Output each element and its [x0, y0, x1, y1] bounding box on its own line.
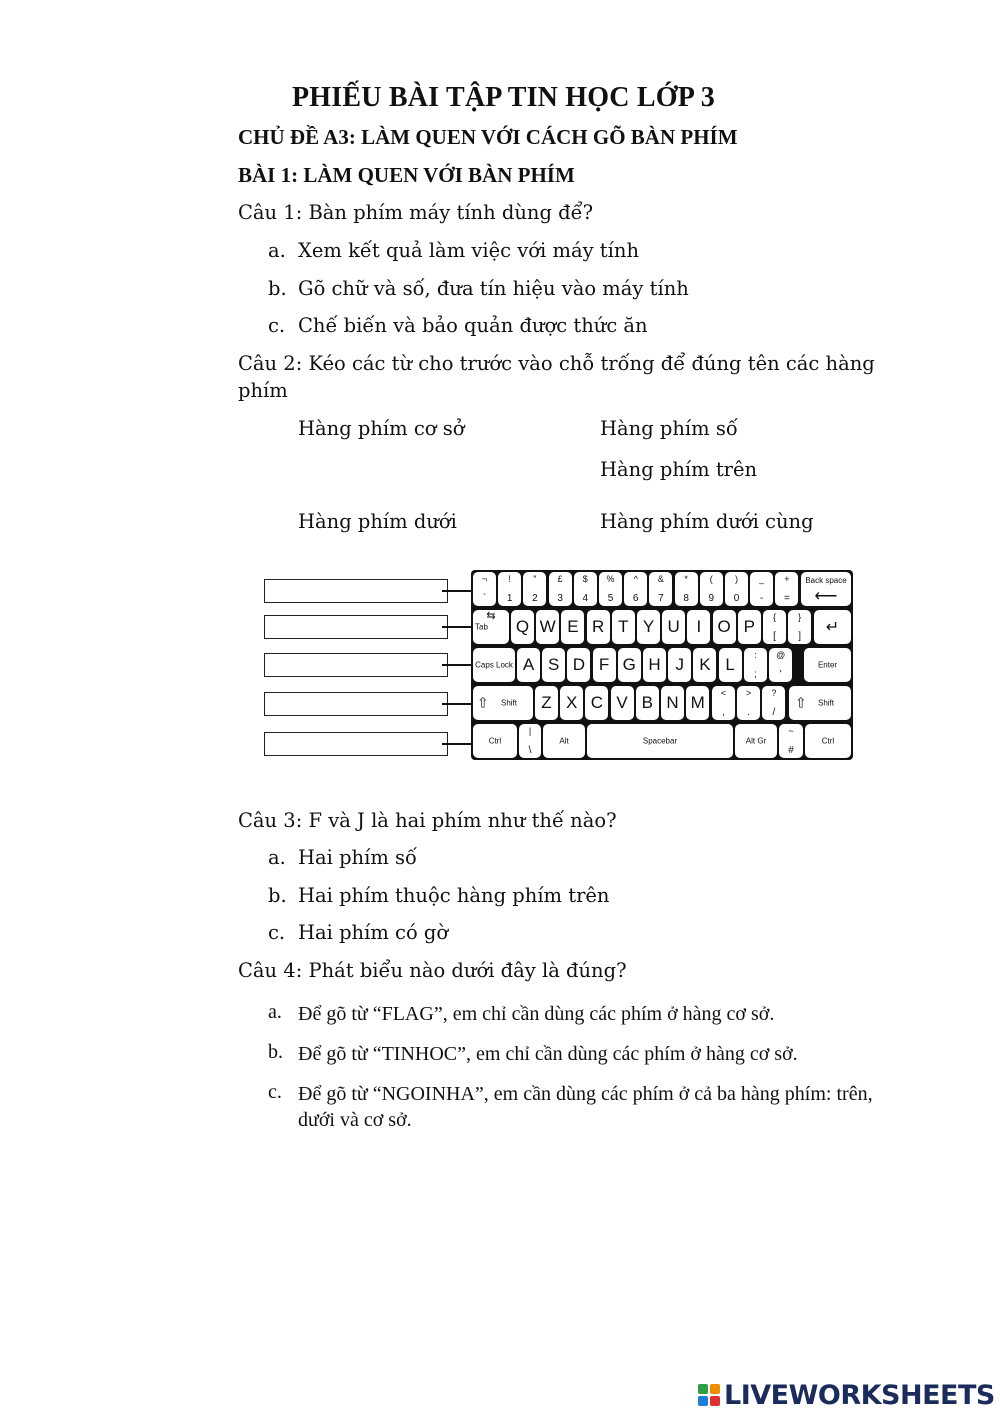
key-bottom-symbol: [ — [773, 631, 776, 642]
drop-box-row5[interactable] — [264, 732, 448, 756]
drag-word-duoi-cung[interactable]: Hàng phím dưới cùng — [600, 510, 814, 533]
key-row1-0 — [473, 572, 496, 606]
worksheet-title: PHIẾU BÀI TẬP TIN HỌC LỚP 3 — [292, 82, 715, 113]
key-punct-1 — [769, 648, 792, 682]
key-bottom-symbol: ; — [754, 669, 757, 680]
key-bottom-symbol: 4 — [582, 593, 589, 604]
key-top-symbol: ) — [735, 574, 738, 584]
q4-option-a[interactable] — [268, 1001, 888, 1027]
key-bottom-symbol: ' — [779, 669, 782, 680]
key-b — [636, 686, 659, 720]
key-n — [661, 686, 684, 720]
q3-option-a[interactable] — [268, 846, 568, 872]
key-letter: Q — [515, 617, 530, 636]
option-letter: a. — [268, 846, 286, 869]
key-letter: C — [590, 693, 604, 712]
key-letter: L — [725, 655, 735, 674]
key-bottom-symbol: 2 — [532, 593, 538, 604]
key-top-symbol: $ — [582, 574, 588, 584]
key-c — [585, 686, 608, 720]
key-label: Ctrl — [821, 736, 835, 746]
key-label: Ctrl — [488, 736, 502, 746]
question-4: Câu 4: Phát biểu nào dưới đây là đúng? — [238, 959, 627, 982]
key-letter: D — [572, 655, 586, 674]
topic-heading: CHỦ ĐỀ A3: LÀM QUEN VỚI CÁCH GÕ BÀN PHÍM — [238, 125, 738, 149]
key-bottom-symbol: 9 — [708, 593, 715, 604]
option-text: Hai phím có gờ — [298, 921, 449, 944]
key-top-symbol: £ — [557, 574, 563, 584]
key-top-symbol: @ — [776, 650, 786, 660]
key-top-symbol: } — [798, 612, 802, 622]
drop-box-row3[interactable] — [264, 653, 448, 677]
key-row1-1 — [498, 572, 521, 606]
key-top-symbol: _ — [759, 574, 765, 584]
key-z — [535, 686, 558, 720]
option-letter: a. — [268, 1001, 282, 1023]
key-backspace — [801, 572, 851, 606]
key-letter: A — [522, 655, 535, 674]
key-w — [536, 610, 559, 644]
key-row1-2 — [523, 572, 546, 606]
key-g — [618, 648, 641, 682]
key-y — [637, 610, 660, 644]
key-label: Alt Gr — [745, 736, 767, 746]
key-e — [561, 610, 584, 644]
option-letter: a. — [268, 239, 286, 262]
key-spacebar — [587, 724, 733, 758]
logo-square — [698, 1396, 708, 1406]
key-bottom-symbol: 7 — [658, 593, 664, 604]
key-letter: R — [591, 617, 605, 636]
option-letter: b. — [268, 277, 287, 300]
key-top-symbol: & — [657, 574, 664, 584]
keyboard-diagram — [471, 570, 853, 760]
key-bracket-1 — [788, 610, 811, 644]
key-m — [686, 686, 709, 720]
key-letter: M — [690, 693, 705, 712]
drag-word-duoi[interactable]: Hàng phím dưới — [298, 510, 457, 533]
tab-arrows-icon: ⇆ — [486, 610, 496, 622]
option-letter: c. — [268, 1081, 282, 1103]
key-u — [662, 610, 685, 644]
key-row1-5 — [599, 572, 622, 606]
drop-box-row4[interactable] — [264, 692, 448, 716]
key-punct4-1 — [737, 686, 760, 720]
key-letter: B — [641, 693, 653, 712]
key-label: Spacebar — [642, 736, 678, 746]
key-bottom-symbol: \ — [528, 745, 532, 756]
q1-option-b[interactable] — [268, 277, 718, 303]
q4-option-c[interactable] — [268, 1081, 888, 1135]
drop-box-row1[interactable] — [264, 579, 448, 603]
question-3: Câu 3: F và J là hai phím như thế nào? — [238, 809, 617, 832]
question-1: Câu 1: Bàn phím máy tính dùng để? — [238, 201, 594, 224]
key-row1-3 — [549, 572, 572, 606]
key-top-symbol: ¬ — [481, 574, 488, 584]
q1-option-c[interactable] — [268, 314, 688, 340]
key-bottom-symbol: 1 — [506, 593, 513, 604]
key-letter: K — [699, 655, 711, 674]
key-letter: H — [648, 655, 661, 674]
option-text: Hai phím số — [298, 846, 417, 869]
key-label: Alt — [559, 736, 569, 746]
key-row1-4 — [574, 572, 597, 606]
key-f — [593, 648, 616, 682]
key-top-symbol: ? — [771, 688, 777, 698]
key-ctrl-right — [805, 724, 851, 758]
key-letter: S — [548, 655, 560, 674]
key-label: Tab — [475, 622, 488, 632]
option-text: Chế biến và bảo quản được thức ăn — [298, 314, 648, 337]
key-altgr — [735, 724, 777, 758]
key-bottom-symbol: / — [772, 707, 776, 718]
key-o — [713, 610, 736, 644]
key-top-symbol: ~ — [788, 726, 794, 736]
key-alt — [543, 724, 585, 758]
key-bottom-symbol: 5 — [607, 593, 614, 604]
key-row1-11 — [750, 572, 773, 606]
option-text: Để gõ từ “NGOINHA”, em cần dùng các phím ở cả ba hàng phím: trên, dưới và cơ sở. — [298, 1083, 873, 1131]
key-row1-6 — [624, 572, 647, 606]
lesson-heading: BÀI 1: LÀM QUEN VỚI BÀN PHÍM — [238, 163, 575, 187]
key-top-symbol: ! — [508, 574, 511, 584]
key-shift-right — [789, 686, 851, 720]
key-bottom-symbol: = — [783, 593, 790, 604]
q3-option-c[interactable] — [268, 921, 568, 947]
key-j — [668, 648, 691, 682]
option-text: Gõ chữ và số, đưa tín hiệu vào máy tính — [298, 277, 689, 300]
key-top-symbol: : — [754, 650, 757, 660]
q3-option-b[interactable] — [268, 884, 648, 910]
key-bracket-0 — [763, 610, 786, 644]
key-punct4-2 — [762, 686, 785, 720]
key-i — [687, 610, 710, 644]
option-text: Để gõ từ “TINHOC”, em chỉ cần dùng các phím ở hàng cơ sở. — [298, 1043, 798, 1065]
option-letter: c. — [268, 921, 286, 944]
logo-square — [710, 1396, 720, 1406]
key-row1-9 — [700, 572, 723, 606]
option-text: Để gõ từ “FLAG”, em chỉ cần dùng các phím ở hàng cơ sở. — [298, 1003, 775, 1025]
key-letter: G — [622, 655, 636, 674]
key-punct4-0 — [712, 686, 735, 720]
key-pipe — [519, 724, 541, 758]
key-letter: E — [567, 617, 579, 636]
key-enter — [814, 610, 851, 644]
key-p — [738, 610, 761, 644]
key-t — [612, 610, 635, 644]
key-bottom-symbol: ` — [482, 593, 487, 604]
question-2-line1: Câu 2: Kéo các từ cho trước vào chỗ trống để đúng tên các hàng — [238, 352, 875, 375]
key-top-symbol: " — [533, 574, 537, 584]
logo-text: LIVEWORKSHEETS — [724, 1379, 995, 1411]
key-top-symbol: % — [606, 574, 615, 584]
drag-word-co-so[interactable]: Hàng phím cơ sở — [298, 417, 465, 440]
key-label: Enter — [817, 660, 838, 670]
logo-square — [710, 1384, 720, 1394]
key-top-symbol: > — [746, 688, 752, 698]
key-letter: J — [675, 655, 684, 674]
key-letter: U — [667, 617, 680, 636]
key-letter: P — [743, 617, 755, 636]
drop-box-row2[interactable] — [264, 615, 448, 639]
logo-mark-icon — [698, 1384, 720, 1406]
drag-word-tren[interactable]: Hàng phím trên — [600, 458, 758, 481]
key-top-symbol: | — [528, 726, 532, 736]
key-caps-lock — [473, 648, 515, 682]
key-top-symbol: + — [784, 574, 790, 584]
key-v — [611, 686, 634, 720]
key-label: Back space — [805, 576, 847, 585]
key-letter: X — [566, 693, 578, 712]
key-a — [517, 648, 540, 682]
key-ctrl-left — [473, 724, 517, 758]
key-q — [511, 610, 534, 644]
key-top-symbol: { — [772, 612, 776, 622]
question-2-line2: phím — [238, 379, 288, 402]
liveworksheets-logo — [698, 1378, 995, 1412]
q4-option-b[interactable] — [268, 1041, 888, 1067]
key-r — [587, 610, 610, 644]
key-h — [643, 648, 666, 682]
option-letter: b. — [268, 884, 287, 907]
key-top-symbol: ( — [709, 574, 713, 584]
key-hash — [779, 724, 803, 758]
key-letter: F — [598, 655, 610, 674]
drag-word-so[interactable]: Hàng phím số — [600, 417, 738, 440]
key-bottom-symbol: . — [747, 707, 751, 718]
shift-arrow-icon: ⇧ — [795, 694, 807, 711]
option-letter: b. — [268, 1041, 283, 1063]
key-d — [567, 648, 590, 682]
key-punct-0 — [744, 648, 767, 682]
key-bottom-symbol: , — [722, 707, 725, 718]
key-l — [719, 648, 742, 682]
key-bottom-symbol: - — [760, 593, 764, 604]
logo-square — [698, 1384, 708, 1394]
q1-option-a[interactable] — [268, 239, 688, 265]
enter-icon: ↵ — [825, 619, 840, 636]
key-letter: I — [696, 617, 702, 636]
key-bottom-symbol: ] — [798, 631, 802, 642]
key-letter: V — [616, 693, 628, 712]
key-x — [560, 686, 583, 720]
key-row1-12 — [775, 572, 798, 606]
key-k — [693, 648, 716, 682]
key-label: Shift — [500, 698, 517, 708]
option-letter: c. — [268, 314, 286, 337]
key-row1-7 — [649, 572, 672, 606]
key-letter: Z — [541, 693, 552, 712]
key-letter: N — [666, 693, 679, 712]
arrow-left-icon: ⟵ — [814, 588, 838, 605]
shift-arrow-icon: ⇧ — [477, 694, 489, 711]
option-text: Xem kết quả làm việc với máy tính — [298, 239, 640, 262]
key-top-symbol: * — [684, 574, 688, 584]
key-letter: T — [618, 617, 629, 636]
key-tab — [473, 610, 509, 644]
key-label: Shift — [817, 698, 834, 708]
key-label: Caps Lock — [475, 660, 513, 670]
key-letter: Y — [642, 617, 655, 636]
key-bottom-symbol: 6 — [632, 593, 639, 604]
option-text: Hai phím thuộc hàng phím trên — [298, 884, 610, 907]
key-shift-left — [473, 686, 533, 720]
key-enter-lower — [804, 648, 851, 682]
key-bottom-symbol: 8 — [683, 593, 689, 604]
key-s — [542, 648, 565, 682]
key-row1-10 — [725, 572, 748, 606]
key-bottom-symbol: # — [788, 745, 794, 756]
key-bottom-symbol: 0 — [733, 593, 740, 604]
key-bottom-symbol: 3 — [557, 593, 563, 604]
key-top-symbol: < — [720, 688, 727, 698]
key-letter: O — [717, 617, 731, 636]
key-letter: W — [539, 617, 556, 636]
key-top-symbol: ^ — [633, 574, 638, 584]
key-row1-8 — [675, 572, 698, 606]
